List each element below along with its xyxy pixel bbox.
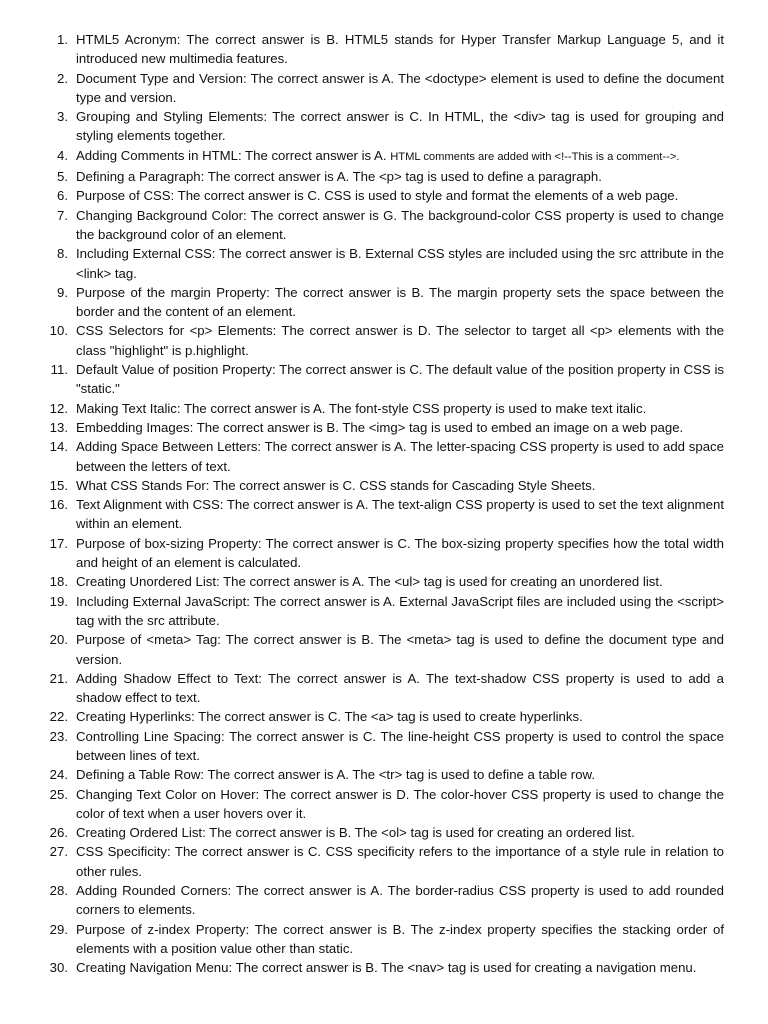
list-item: [40, 920, 724, 959]
item-main-text: Purpose of z-index Property: The correct answer is B. The z-index property specifies the stacking order of elements with a position value other than static.: [76, 921, 724, 956]
list-item: [40, 707, 724, 726]
item-main-text: Defining a Paragraph: The correct answer is A. The <p> tag is used to define a paragraph.: [76, 169, 602, 185]
item-number: 7.: [57, 207, 68, 223]
item-number: 6.: [57, 188, 68, 204]
item-number: 5.: [57, 169, 68, 185]
item-main-text: Document Type and Version: The correct answer is A. The <doctype> element is used to define the document type and version.: [76, 70, 724, 105]
item-number: 25.: [49, 786, 68, 802]
item-text: [76, 765, 724, 784]
item-text: [76, 823, 724, 842]
item-text: [76, 30, 724, 69]
item-number: 12.: [49, 400, 68, 416]
item-main-text: Controlling Line Spacing: The correct answer is C. The line-height CSS property is used to control the space between lines of text.: [76, 728, 724, 763]
list-item: [40, 727, 724, 766]
item-number: 2.: [57, 70, 68, 86]
list-item: [40, 244, 724, 283]
item-text: [76, 476, 724, 495]
item-main-text: Adding Comments in HTML: The correct answer is A.: [76, 147, 391, 163]
item-main-text: Creating Ordered List: The correct answer is B. The <ol> tag is used for creating an ordered list.: [76, 825, 635, 841]
item-number: 20.: [49, 632, 68, 648]
item-number: 26.: [49, 825, 68, 841]
item-main-text: Including External CSS: The correct answer is B. External CSS styles are included using the src attribute in the <link> tag.: [76, 246, 724, 281]
list-item: [40, 669, 724, 708]
item-main-text: Creating Navigation Menu: The correct answer is B. The <nav> tag is used for creating a navigation menu.: [76, 960, 697, 976]
item-number: 27.: [49, 844, 68, 860]
list-item: [40, 785, 724, 824]
item-text: [76, 630, 724, 669]
item-main-text: Purpose of the margin Property: The correct answer is B. The margin property sets the space between the border and the content of an element.: [76, 284, 724, 320]
item-number: 23.: [49, 728, 68, 744]
item-number: 11.: [50, 362, 68, 378]
item-text: [76, 592, 724, 631]
item-text: [76, 167, 724, 186]
item-number: 1.: [57, 32, 68, 47]
item-number: 30.: [49, 960, 68, 976]
item-number: 8.: [57, 246, 68, 262]
item-text: [76, 206, 724, 245]
item-text: [76, 399, 724, 418]
item-text: [76, 785, 724, 824]
item-main-text: Creating Unordered List: The correct answer is A. The <ul> tag is used for creating an unordered list.: [76, 574, 663, 590]
item-main-text: Purpose of CSS: The correct answer is C. CSS is used to style and format the elements of a web page.: [76, 188, 679, 204]
list-item: [40, 592, 724, 631]
item-text: [76, 707, 724, 726]
item-text: [76, 69, 724, 108]
item-main-text: HTML5 Acronym: The correct answer is B. HTML5 stands for Hyper Transfer Markup Language 5, and it introduced new multimedia features.: [76, 32, 724, 67]
list-item: [40, 283, 724, 322]
list-item: [40, 146, 724, 167]
item-number: 29.: [49, 921, 68, 937]
item-text: [76, 669, 724, 708]
list-item: [40, 186, 724, 205]
item-text: [76, 107, 724, 146]
item-main-text: Adding Shadow Effect to Text: The correct answer is A. The text-shadow CSS property is used to add a shadow effect to text.: [76, 670, 724, 706]
item-number: 17.: [49, 535, 68, 551]
list-item: [40, 107, 724, 146]
list-item: [40, 476, 724, 495]
item-number: 10.: [49, 323, 68, 339]
list-item: [40, 167, 724, 186]
item-text: [76, 283, 724, 322]
item-main-text: Grouping and Styling Elements: The correct answer is C. In HTML, the <div> tag is used for grouping and styling elements together.: [76, 109, 724, 144]
list-item: [40, 534, 724, 573]
list-item: [40, 765, 724, 784]
item-text: [76, 727, 724, 766]
item-main-text: Creating Hyperlinks: The correct answer is C. The <a> tag is used to create hyperlinks.: [76, 709, 583, 725]
item-number: 3.: [57, 109, 68, 125]
item-number: 28.: [49, 883, 68, 899]
list-item: [40, 206, 724, 245]
item-main-text: Changing Text Color on Hover: The correct answer is D. The color-hover CSS property is used to change the color of text when a user hovers over it.: [76, 786, 724, 821]
item-main-text: Adding Space Between Letters: The correct answer is A. The letter-spacing CSS property is used to add space between the letters of text.: [76, 439, 724, 474]
item-text: [76, 920, 724, 959]
list-item: [40, 881, 724, 920]
item-text: [76, 146, 724, 167]
item-main-text: Default Value of position Property: The correct answer is C. The default value of the position property in CSS is "static.": [76, 362, 724, 397]
item-number: 21.: [49, 670, 68, 686]
item-number: 9.: [57, 284, 68, 300]
list-item: [40, 823, 724, 842]
item-number: 19.: [49, 593, 68, 609]
list-item: [40, 437, 724, 476]
item-number: 18.: [49, 574, 68, 590]
list-item: [40, 360, 724, 399]
list-item: [40, 69, 724, 108]
item-main-text: Making Text Italic: The correct answer is A. The font-style CSS property is used to make text italic.: [76, 400, 647, 416]
item-number: 14.: [49, 439, 68, 455]
item-number: 4.: [57, 147, 68, 163]
item-main-text: Purpose of <meta> Tag: The correct answer is B. The <meta> tag is used to define the document type and version.: [76, 632, 724, 667]
item-text: [76, 244, 724, 283]
item-text: [76, 186, 724, 205]
item-text: [76, 418, 724, 437]
item-main-text: Purpose of box-sizing Property: The correct answer is C. The box-sizing property specifies how the total width and height of an element is calculated.: [76, 535, 724, 571]
item-text: [76, 958, 724, 977]
item-small-text: HTML comments are added with <!--This is a comment-->.: [390, 150, 680, 163]
item-text: [76, 842, 724, 881]
item-main-text: CSS Selectors for <p> Elements: The correct answer is D. The selector to target all <p> elements with the class "highlight" is p.highlight.: [76, 323, 724, 358]
item-text: [76, 321, 724, 360]
item-number: 16.: [49, 497, 68, 513]
answer-list: [40, 30, 724, 978]
item-number: 24.: [49, 767, 68, 783]
item-text: [76, 360, 724, 399]
item-main-text: Changing Background Color: The correct answer is G. The background-color CSS property is used to change the background color of an element.: [76, 207, 724, 242]
item-main-text: Text Alignment with CSS: The correct answer is A. The text-align CSS property is used to set the text alignment within an element.: [76, 497, 724, 532]
list-item: [40, 399, 724, 418]
item-main-text: Embedding Images: The correct answer is B. The <img> tag is used to embed an image on a web page.: [76, 419, 684, 435]
list-item: [40, 495, 724, 534]
item-main-text: What CSS Stands For: The correct answer is C. CSS stands for Cascading Style Sheets.: [76, 477, 596, 493]
item-main-text: Including External JavaScript: The correct answer is A. External JavaScript files are included using the <script> tag with the src attribute.: [76, 593, 724, 628]
item-number: 15.: [49, 477, 68, 493]
item-main-text: CSS Specificity: The correct answer is C. CSS specificity refers to the importance of a style rule in relation to other rules.: [76, 844, 724, 879]
item-main-text: Defining a Table Row: The correct answer is A. The <tr> tag is used to define a table row.: [76, 767, 595, 783]
item-text: [76, 437, 724, 476]
item-number: 13.: [49, 419, 68, 435]
item-text: [76, 534, 724, 573]
item-text: [76, 881, 724, 920]
list-item: [40, 321, 724, 360]
list-item: [40, 630, 724, 669]
list-item: [40, 958, 724, 977]
list-item: [40, 842, 724, 881]
list-item: [40, 30, 724, 69]
list-item: [40, 418, 724, 437]
item-text: [76, 572, 724, 591]
item-text: [76, 495, 724, 534]
item-number: 22.: [49, 709, 68, 725]
list-item: [40, 572, 724, 591]
item-main-text: Adding Rounded Corners: The correct answer is A. The border-radius CSS property is used to add rounded corners to elements.: [76, 883, 724, 918]
